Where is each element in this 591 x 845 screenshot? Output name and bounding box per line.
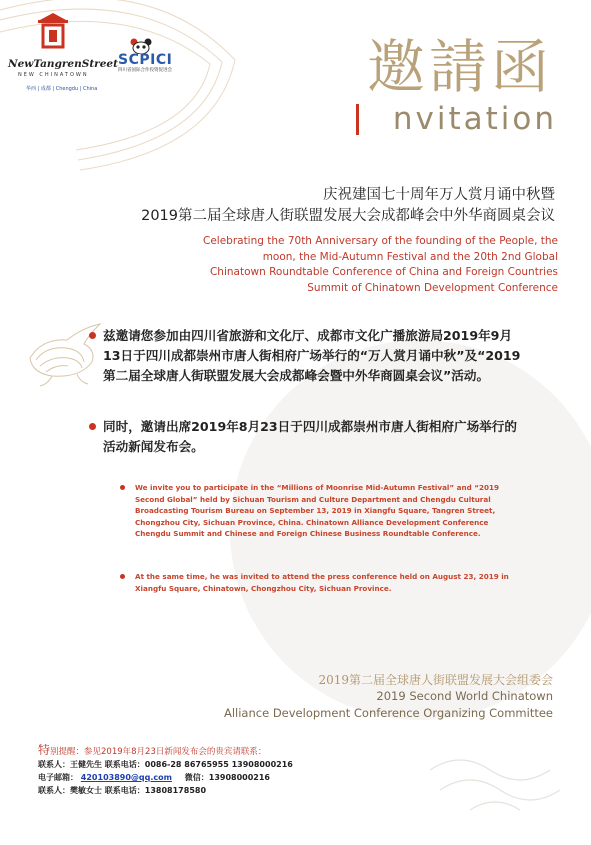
body-cn-para1 (103, 326, 523, 386)
bullet-dot (120, 485, 125, 490)
organizer-cn: 2019第二届全球唐人街联盟发展大会组委会 (318, 673, 553, 687)
contact-line2 (38, 772, 270, 783)
body-cn-para1-text: 兹邀请您参加由四川省旅游和文化厅、成都市文化广播旅游局2019年9月13日于四川成都崇州市唐人街相府广场举行的“万人赏月诵中秋”及“2019第二届全球唐人街联盟发展大会成都峰会暨中外华商圆桌会议”活动。 (103, 328, 521, 383)
wechat-info: 微信：13908000216 (184, 773, 270, 782)
body-en-para2-text: At the same time, he was invited to attend the press conference held on August 23, 2019 in Xiangfu Square, Chinatown, Chongzhou City, Sichuan Province. (135, 572, 509, 593)
brand-subtitle: NEW CHINATOWN (18, 72, 89, 78)
bullet-dot (120, 574, 125, 579)
title-en-line1: Celebrating the 70th Anniversary of the founding of the People, the (202, 235, 558, 247)
brand-location: 华西 | 成都 | Chengdu | China (26, 86, 98, 92)
partner-name: SCPICI (118, 52, 173, 68)
email-link[interactable]: 420103890@qq.com (80, 773, 172, 782)
body-en-para1-text: We invite you to participate in the “Millions of Moonrise Mid-Autumn Festival” and “2019 Second Global” held by Sichuan Tourism and Culture Department and Chengdu Cultural Broadcasting Tourism Bureau on September 13, 2019 in Xiangfu Square, Tangren Street, Chongzhou City, Sichuan Province, China. Chinatown Alliance Development Conference Chengdu Summit and Chinese and Foreign Chinese Business Roundtable Conference. (135, 483, 499, 538)
special-note (38, 741, 266, 758)
title-en (158, 234, 558, 296)
email-label: 电子邮箱： (38, 773, 78, 782)
title-en-line2: moon, the Mid-Autumn Festival and the 20th 2nd Global (262, 250, 558, 263)
brand-name: NewTangrenStreet (8, 58, 118, 70)
body-en-para1 (135, 482, 515, 540)
invitation-heading-en: nvitation (392, 101, 557, 137)
invitation-initial-i (356, 104, 360, 135)
contact-line1: 联系人：王健先生 联系电话：0086-28 86765955 13908000216 (38, 760, 293, 769)
title-cn-line2: 2019第二届全球唐人街联盟发展大会成都峰会中外华商圆桌会议 (141, 208, 555, 224)
tangren-logo (34, 10, 72, 52)
title-cn-line1: 庆祝建国七十周年万人赏月诵中秋暨 (323, 187, 555, 203)
special-note-text: 别提醒：参见2019年8月23日新闻发布会的贵宾请联系： (50, 747, 267, 757)
special-note-prefix: 特 (38, 743, 51, 757)
title-en-line4: Summit of Chinatown Development Conference (307, 281, 558, 294)
invitation-heading-cn: 邀請函 (366, 33, 553, 101)
body-en-para2 (135, 571, 515, 594)
cloud-pattern (430, 760, 560, 810)
organizer-en-line2: Alliance Development Conference Organizing Committee (223, 706, 553, 720)
bullet-dot (89, 423, 96, 430)
contact-line3: 联系人：樊敏女士 联系电话：13808178580 (38, 786, 207, 795)
body-cn-para2 (103, 417, 523, 457)
organizer-en-line1: 2019 Second World Chinatown (376, 689, 553, 703)
partner-subtitle: 四川省国际合作投资促进会 (118, 68, 172, 73)
bullet-dot (89, 332, 96, 339)
title-en-line3: Chinatown Roundtable Conference of China and Foreign Countries (209, 266, 558, 278)
rabbit-icon (22, 318, 104, 388)
body-cn-para2-text: 同时，邀请出席2019年8月23日于四川成都崇州市唐人街相府广场举行的活动新闻发布会。 (103, 419, 517, 454)
